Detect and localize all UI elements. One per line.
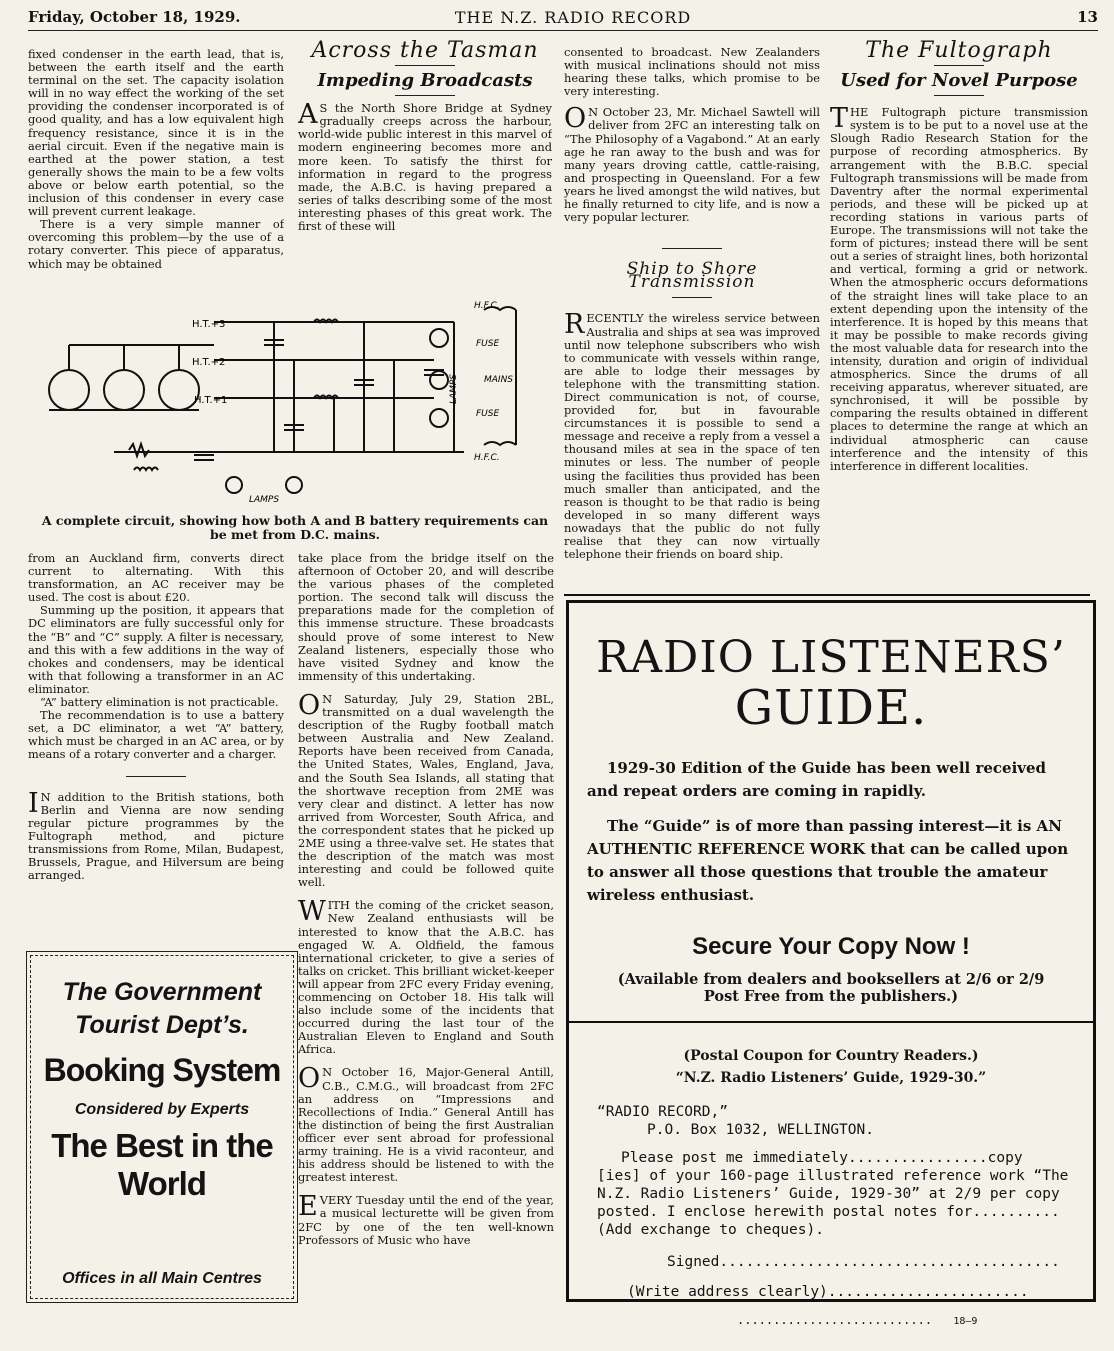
hfc-coil-bottom bbox=[484, 442, 516, 445]
drop-cap: O bbox=[298, 1063, 321, 1095]
header-title: THE N.Z. RADIO RECORD bbox=[454, 8, 692, 27]
column-4 bbox=[830, 40, 1088, 592]
article-subtitle-fultograph: Used for Novel Purpose bbox=[840, 70, 1078, 92]
coupon-address: “RADIO RECORD,” bbox=[597, 1104, 728, 1120]
article-text: Summing up the position, it appears that DC eliminators are fully successful only for the “B” and “C” supply. A filter is necessary, and this with a few additions in the way of chokes and condensers, may be identical with that following a transformer in an AC eliminator. bbox=[28, 603, 284, 696]
coupon-signed-field[interactable]: Signed....................................... bbox=[667, 1254, 1060, 1270]
choke-3 bbox=[134, 468, 158, 471]
article-text: consented to broadcast. New Zealanders with musical inclinations should not miss hearing these talks, which promise to be very interesting. bbox=[564, 46, 820, 99]
label-fuse-bottom: FUSE bbox=[476, 409, 500, 419]
divider bbox=[672, 297, 712, 298]
article-text: O N October 16, Major-General Antill, C.B., C.M.G., will broadcast from 2FC an address on “Impressions and Recollections of India.” General Antill has the distinction of being the first Australian officer ever sent abroad for professional army training. He is a vivid raconteur, and his address should be listened to with the greatest interest. bbox=[298, 1063, 554, 1185]
drop-cap: A bbox=[298, 99, 318, 131]
ad-line: Offices in all Main Centres bbox=[62, 1270, 262, 1287]
column-3 bbox=[564, 46, 820, 591]
ad-line: The Government Tourist Dept’s. bbox=[62, 978, 262, 1039]
drop-cap: I bbox=[28, 787, 39, 819]
section-rule bbox=[564, 594, 1090, 596]
article-text: from an Auckland firm, converts direct current to alternating. With this transformation, an AC receiver may be used. The cost is about £20. bbox=[28, 552, 284, 605]
article-text: EVERY Tuesday until the end of the year, a musical lecturette will be given from 2FC by one of the ten well-known Professors of Music who have bbox=[298, 1191, 554, 1247]
article-text: RECENTLY the wireless service between Australia and ships at sea was improved until now telephone subscribers who wish to communicate with vessels within range, are able to lodge their messages by telephone with the transmitting station. Direct communication is not, of course, provided for, but in favourable circumstances it is possible to send a message and receive a reply from a vessel a thousand miles at sea in the space of ten minutes or less. The number of people using the facilities thus provided has been much smaller than anticipated, and the reason is thought to be that radio is being developed in so many different ways nowadays that the public do not fully realise that they can now virtually telephone their friends on board ship. bbox=[564, 309, 820, 562]
label-ht3: H.T.+3 bbox=[192, 319, 226, 330]
drop-cap: T bbox=[830, 103, 849, 135]
coupon-address: P.O. Box 1032, WELLINGTON. bbox=[647, 1122, 874, 1138]
column-1-bottom bbox=[28, 552, 284, 932]
article-subtitle-tasman: Impeding Broadcasts bbox=[317, 70, 533, 92]
lamp-1 bbox=[430, 329, 448, 347]
coupon-address-field[interactable]: (Write address clearly)....................... bbox=[627, 1284, 1029, 1300]
drop-cap: R bbox=[564, 309, 585, 341]
ad-line: Booking System bbox=[43, 1052, 281, 1088]
ad-line: Considered by Experts bbox=[74, 1101, 250, 1118]
coupon-code: 18—9 bbox=[953, 1316, 978, 1327]
coupon-dots-line: ........................... 18—9 bbox=[737, 1313, 978, 1327]
article-text: fixed condenser in the earth lead, that is, between the earth itself and the earth terminal on the set. The capacity isolation will in no way effect the working of the set providing the condenser incorporated is of good quality, and has a low equivalent high frequency resistance, since it is in the aerial circuit. Even if the negative main is earthed at the power station, a test generally shows the main to be a few volts above or below earth potential, so the inclusion of this condenser in every case will prevent current leakage. bbox=[28, 48, 284, 219]
label-ht2: H.T.+2 bbox=[192, 357, 226, 368]
coupon-line: (Add exchange to cheques). bbox=[597, 1222, 824, 1238]
header-page-number: 13 bbox=[1077, 8, 1098, 26]
tourist-dept-advertisement bbox=[30, 955, 294, 1299]
label-lamps-side: LAMPS bbox=[449, 373, 459, 404]
lamp-3 bbox=[430, 409, 448, 427]
article-text: O N October 23, Mr. Michael Sawtell will deliver from 2FC an interesting talk on “The Philosophy of a Vagabond.” At an early age he ran away to the bush and was for many years droving cattle, cattle-raising, and prospecting in Queensland. For a few years he lived amongst the wild natives, but he finally returned to city life, and is now a very popular lecturer. bbox=[564, 103, 820, 225]
divider bbox=[934, 65, 984, 66]
article-text: The recommendation is to use a battery set, a DC eliminator, a wet “A” battery, which must be charged in an AC area, or by means of a rotary converter and a charger. bbox=[28, 708, 284, 762]
article-text: “A” battery elimination is not practicable. bbox=[40, 695, 279, 710]
column-2-top bbox=[298, 40, 552, 300]
valve-1 bbox=[49, 370, 89, 410]
label-ht1: H.T.+1 bbox=[194, 395, 228, 406]
header-date: Friday, October 18, 1929. bbox=[28, 8, 241, 26]
article-title-ship: Ship to Shore Transmission bbox=[626, 259, 758, 293]
page-header bbox=[28, 6, 1098, 31]
article-text: There is a very simple manner of overcoming this problem—by the use of a rotary converter. This piece of apparatus, which may be obtained bbox=[28, 217, 284, 271]
article-text: A S the North Shore Bridge at Sydney gradually creeps across the harbour, world-wide public interest in this marvel of modern engineering becomes more and more keen. To satisfy the thirst for information in regard to the progress made, the A.B.C. is having prepared a series of talks describing some of the most interesting phases of this great work. The first of these will bbox=[298, 99, 552, 234]
diagram-caption: A complete circuit, showing how both A and B battery requirements can be met from D.C. mains. bbox=[41, 513, 549, 542]
guide-availability: (Available from dealers and booksellers at 2/6 or 2/9 Post Free from the publishers.) bbox=[617, 971, 1045, 1005]
drop-cap: O bbox=[298, 689, 321, 721]
valve-3 bbox=[159, 370, 199, 410]
divider bbox=[934, 95, 984, 96]
coupon-line: posted. I enclose herewith postal notes for.......... bbox=[597, 1204, 1060, 1220]
lamp-2 bbox=[430, 371, 448, 389]
drop-cap: W bbox=[298, 896, 326, 928]
coupon-line: N.Z. Radio Listeners’ Guide, 1929-30” at 2/9 per copy bbox=[597, 1186, 1060, 1202]
resistor bbox=[129, 444, 149, 456]
lamp-5 bbox=[286, 477, 302, 493]
article-title-tasman: Across the Tasman bbox=[311, 40, 539, 63]
column-1-top bbox=[28, 48, 284, 298]
guide-text: The “Guide” is of more than passing interest—it is AN AUTHENTIC REFERENCE WORK that can be called upon to answer all those questions that trouble the amateur wireless enthusiast. bbox=[587, 817, 1069, 904]
label-lamps-bottom: LAMPS bbox=[249, 495, 280, 505]
coupon-form bbox=[597, 1103, 1071, 1331]
label-mains: MAINS bbox=[484, 375, 514, 385]
radio-listeners-guide-advertisement bbox=[566, 600, 1096, 1327]
lamp-4 bbox=[226, 477, 242, 493]
label-hfc-top: H.F.C. bbox=[474, 301, 500, 311]
guide-title: RADIO LISTENERS’ GUIDE. bbox=[596, 632, 1066, 736]
divider bbox=[662, 248, 722, 249]
article-text: WITH the coming of the cricket season, New Zealand enthusiasts will be interested to know that the A.B.C. has engaged W. A. Oldfield, the famous international cricketer, to give a series of talks on cricket. This brilliant wicket-keeper will appear from 2FC every Friday evening, commencing on October 18. His talk will also include some of the incidents that occurred during the last tour of the Australian Eleven to England and South Africa. bbox=[298, 896, 554, 1057]
label-fuse-top: FUSE bbox=[476, 339, 500, 349]
guide-divider bbox=[569, 1021, 1093, 1023]
divider bbox=[395, 95, 455, 96]
circuit-diagram bbox=[44, 300, 544, 508]
guide-coupon-heading: (Postal Coupon for Country Readers.) “N.Z. Radio Listeners’ Guide, 1929-30.” bbox=[675, 1048, 987, 1086]
coupon-line: [ies] of your 160-page illustrated reference work “The bbox=[597, 1168, 1069, 1184]
drop-cap: O bbox=[564, 103, 587, 135]
ad-line: The Best in the World bbox=[51, 1127, 273, 1202]
drop-cap: E bbox=[298, 1191, 318, 1223]
divider bbox=[395, 65, 455, 66]
article-text: take place from the bridge itself on the afternoon of October 20, and will describe the various phases of the completed portion. The second talk will discuss the preparations made for the completion of this immense structure. These broadcasts should prove of some interest to New Zealand listeners, especially those who have visited Sydney and know the immensity of this undertaking. bbox=[298, 552, 554, 683]
coupon-line: Please post me immediately................copy bbox=[621, 1150, 1023, 1166]
valve-2 bbox=[104, 370, 144, 410]
article-text: O N Saturday, July 29, Station 2BL, transmitted on a dual wavelength the description of the Rugby football match between Australia and New Zealand. Reports have been received from Canada, the United States, Wales, England, Java, and the South Sea Islands, all stating that the shortwave reception from 2ME was very clear and distinct. A letter has now arrived from Worcester, South Africa, and the correspondent states that he picked up 2ME using a three-valve set. He states that the description of the match was most interesting and could be followed quite well. bbox=[298, 689, 554, 890]
article-text: THE Fultograph picture transmission system is to be put to a novel use at the Slough Radio Research Station for the purpose of recording atmospherics. By arrangement with the B.B.C. special Fultograph transmissions will be made from Daventry after the normal experimental periods, and these will be picked up at recording stations in various parts of Europe. The transmissions will not take the form of pictures; instead there will be sent out a series of straight lines, both horizontal and vertical, forming a grid or network. When the atmospheric occurs deformations of the straight lines will take place to an extent depending upon the intensity of the interference. It is hoped by this means that it may be possible to make records giving the most valuable data for research into the intensity, duration and origin of individual atmospherics. Since the drums of all receiving apparatus, wherever situated, are synchronised, it will be possible by comparing the results obtained in different places to determine the range at which an individual atmospheric can cause interference and the intensity of this interference in different localities. bbox=[830, 103, 1088, 473]
divider bbox=[126, 776, 186, 777]
article-title-fultograph: The Fultograph bbox=[865, 40, 1053, 63]
column-2-bottom bbox=[298, 552, 554, 1304]
article-text: I N addition to the British stations, both Berlin and Vienna are now sending regular picture programmes by the Fultograph method, and picture transmissions from Rome, Milan, Budapest, Brussels, Prague, and Hilversum are being arranged. bbox=[28, 787, 284, 883]
label-hfc-bottom: H.F.C. bbox=[474, 453, 500, 463]
guide-secure-copy: Secure Your Copy Now ! bbox=[692, 933, 970, 960]
guide-text: 1929-30 Edition of the Guide has been well received and repeat orders are coming in rapidly. bbox=[587, 759, 1047, 800]
